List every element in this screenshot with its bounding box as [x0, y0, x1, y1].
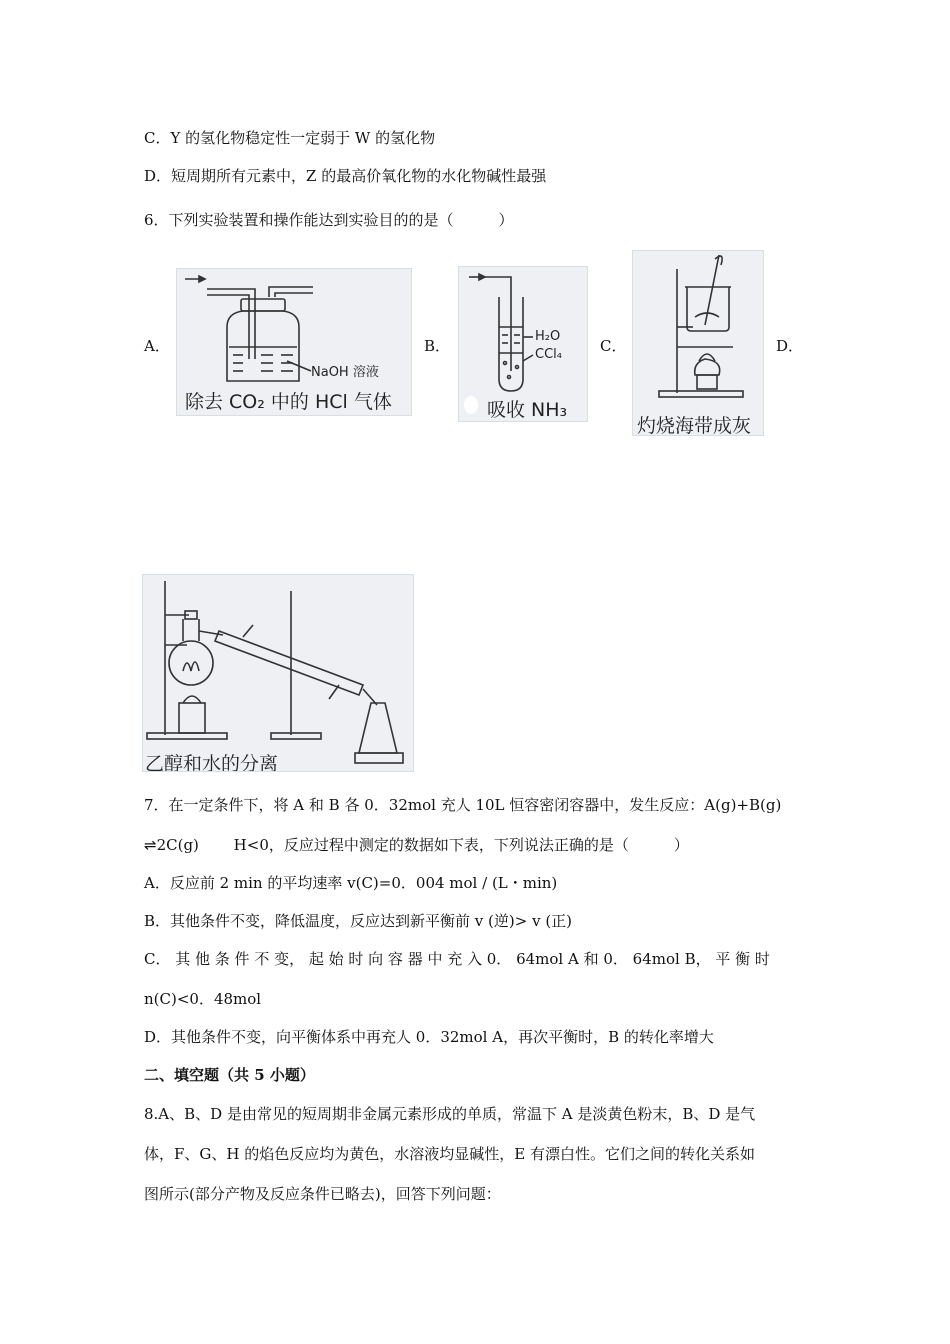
figure-test-tube-absorption — [458, 266, 588, 422]
fig-b-upper-label: H₂O — [535, 329, 561, 344]
fig-c-caption: 灼烧海带成灰 — [637, 415, 752, 436]
fig-a-caption: 除去 CO₂ 中的 HCl 气体 — [185, 391, 392, 413]
distillation-drawing — [143, 575, 414, 772]
q6-label-d: D． — [776, 337, 804, 355]
q7-stem-line1: 7．在一定条件下，将 A 和 B 各 0．32mol 充人 10L 恒容密闭容器中，发生反应：A(g)+B(g) — [144, 796, 782, 814]
q7-option-b: B．其他条件不变，降低温度，反应达到新平衡前 v (逆)> v (正) — [144, 912, 573, 930]
q7-option-c-line2: n(C)<0．48mol — [144, 990, 262, 1008]
fig-b-caption: 吸收 NH₃ — [487, 399, 568, 421]
q8-line1: 8.A、B、D 是由常见的短周期非金属元素形成的单质，常温下 A 是淡黄色粉末，B、D 是气 — [144, 1105, 756, 1123]
q7-stem-line2-text: 2C(g) H<0，反应过程中测定的数据如下表，下列说法正确的是（ ） — [156, 836, 689, 854]
q6-label-b: B． — [424, 337, 451, 355]
section2-title: 二、填空题（共 5 小题） — [144, 1066, 315, 1084]
figure-gas-washing-bottle — [176, 268, 412, 416]
beaker-burner-drawing — [633, 251, 764, 436]
fig-b-lower-label: CCl₄ — [535, 347, 562, 362]
fig-a-reagent-label: NaOH 溶液 — [311, 365, 379, 380]
q7-stem-line2 — [144, 835, 689, 855]
q7-option-a: A．反应前 2 min 的平均速率 v(C)=0．004 mol / (L・min) — [144, 874, 558, 892]
figure-distillation — [142, 574, 414, 772]
q6-label-c: C． — [600, 337, 627, 355]
q8-line3: 图所示(部分产物及反应条件已略去)，回答下列问题： — [144, 1185, 501, 1203]
q5-option-c: C．Y 的氢化物稳定性一定弱于 W 的氢化物 — [144, 129, 436, 147]
q7-option-c-line1: C． 其 他 条 件 不 变， 起 始 时 向 容 器 中 充 入 0． 64mol A 和 0． 64mol B， 平 衡 时 — [144, 950, 770, 968]
q7-option-d: D．其他条件不变，向平衡体系中再充人 0．32mol A，再次平衡时，B 的转化率增大 — [144, 1028, 714, 1046]
q6-label-a: A． — [144, 337, 170, 355]
equilibrium-arrow: ⇌ — [144, 836, 157, 854]
figure-burning-kelp — [632, 250, 764, 436]
q8-line2: 体，F、G、H 的焰色反应均为黄色，水溶液均显碱性，E 有漂白性。它们之间的转化关系如 — [144, 1145, 755, 1163]
q5-option-d: D．短周期所有元素中，Z 的最高价氧化物的水化物碱性最强 — [144, 167, 547, 185]
q6-stem: 6．下列实验装置和操作能达到实验目的的是（ ） — [144, 211, 514, 229]
fig-d-caption: 乙醇和水的分离 — [145, 753, 279, 772]
